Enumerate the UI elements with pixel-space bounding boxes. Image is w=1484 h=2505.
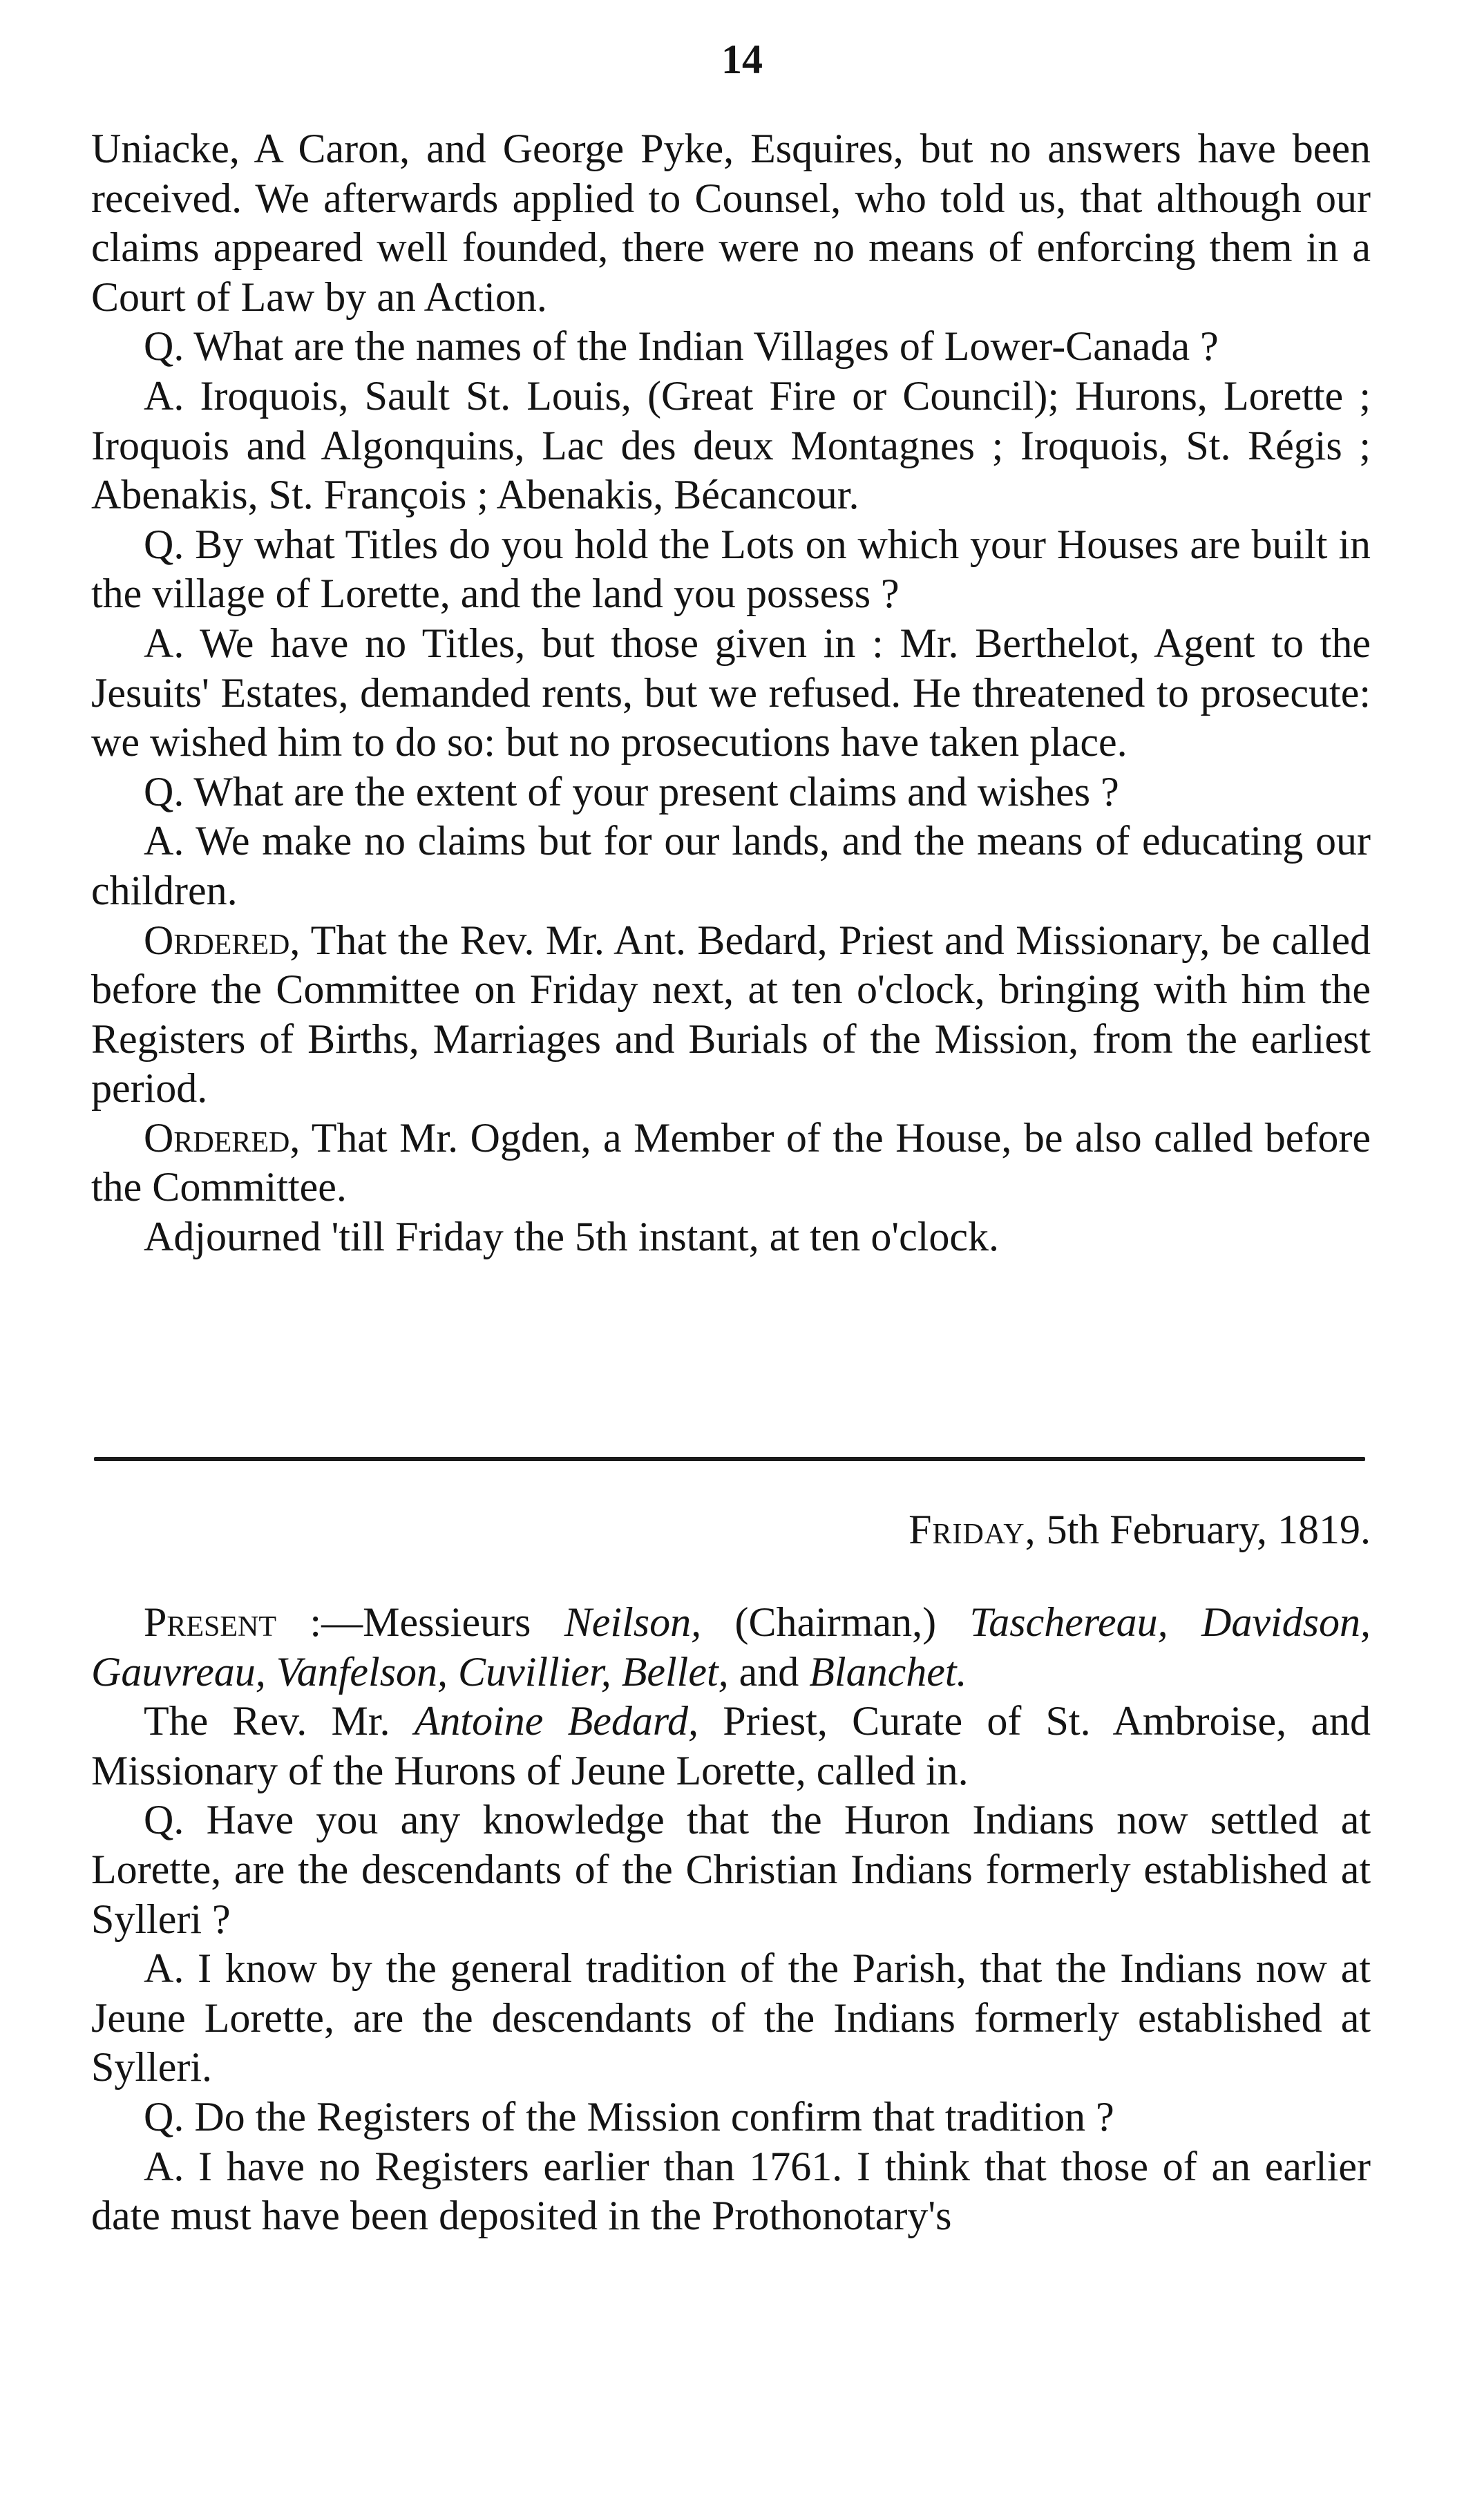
question-claims: Q. What are the extent of your present claims and wishes ? [144, 768, 1119, 815]
present-label: Present [144, 1599, 277, 1645]
order-bedard [91, 916, 1371, 1114]
member-cuvillier: Cuvillier, [458, 1648, 611, 1695]
session-record [91, 1598, 1371, 2241]
member-davidson: Davidson, [1201, 1599, 1371, 1645]
answer-titles: A. We have no Titles, but those given in : Mr. Berthelot, Agent to the Jesuits' Estates, demanded rents, but we refused. He threatened to prosecute: we wished him to do so: but no prosecutions have taken place. [91, 620, 1371, 765]
present-members [91, 1598, 1371, 1697]
order-label: Ordered, [144, 917, 301, 963]
order-text: That Mr. Ogden, a Member of the House, be also called before the Committee. [91, 1114, 1371, 1210]
member-chairman: (Chairman,) [734, 1599, 937, 1645]
present-intro: :—Messieurs [310, 1599, 531, 1645]
witness-name: Antoine Bedard, [414, 1698, 699, 1744]
question-titles: Q. By what Titles do you hold the Lots on which your Houses are built in the village of Lorette, and the land you possess ? [91, 521, 1371, 617]
date-day: Friday, [909, 1507, 1036, 1552]
members-and: and [739, 1648, 799, 1695]
answer-registers: A. I have no Registers earlier than 1761. I think that those of an earlier date must have been deposited in the Prothonotary's [91, 2143, 1371, 2239]
page-number: 14 [721, 37, 763, 82]
answer-claims: A. We make no claims but for our lands, and the means of educating our children. [91, 818, 1371, 913]
date-rest: 5th February, 1819. [1046, 1507, 1371, 1552]
testimony-continued [91, 124, 1371, 1262]
paragraph-continuation: Uniacke, A Caron, and George Pyke, Esquires, but no answers have been received. We afterwards applied to Counsel, who told us, that although our claims appeared well founded, there were no means of enforcing them in a Court of Law by an Action. [91, 126, 1371, 320]
witness-after: Priest, Curate of St. Ambroise, and Missionary of the Hurons of Jeune Lorette, called in. [91, 1698, 1371, 1793]
member-vanfelson: Vanfelson, [276, 1648, 448, 1695]
section-divider [94, 1457, 1365, 1461]
question-registers: Q. Do the Registers of the Mission confirm that tradition ? [144, 2093, 1114, 2140]
member-blanchet: Blanchet. [809, 1648, 967, 1695]
witness-before: The Rev. Mr. [144, 1698, 390, 1744]
answer-indian-villages: A. Iroquois, Sault St. Louis, (Great Fire or Council); Hurons, Lorette ; Iroquois and Algonquins, Lac des deux Montagnes ; Iroquois, St. Régis ; Abenakis, St. François ; Abenakis, Bécancour. [91, 372, 1371, 518]
member-neilson: Neilson, [564, 1599, 702, 1645]
order-ogden [91, 1114, 1371, 1212]
member-taschereau: Taschereau, [969, 1599, 1168, 1645]
answer-descendants: A. I know by the general tradition of the Parish, that the Indians now at Jeune Lorette, are the descendants of the Indians formerly established at Sylleri. [91, 1945, 1371, 2090]
adjournment: Adjourned 'till Friday the 5th instant, at ten o'clock. [144, 1214, 1000, 1260]
member-gauvreau: Gauvreau, [91, 1648, 266, 1695]
order-label: Ordered, [144, 1114, 301, 1161]
order-text: That the Rev. Mr. Ant. Bedard, Priest and Missionary, be called before the Committee on Friday next, at ten o'clock, bringing with him the Registers of Births, Marriages and Burials of the Mission, from the earliest period. [91, 917, 1371, 1112]
member-bellet: Bellet, [621, 1648, 729, 1695]
session-date [909, 1505, 1371, 1554]
question-descendants: Q. Have you any knowledge that the Huron Indians now settled at Lorette, are the descendants of the Christian Indians formerly established at Sylleri ? [91, 1797, 1371, 1942]
witness-called [91, 1697, 1371, 1796]
question-indian-villages: Q. What are the names of the Indian Villages of Lower-Canada ? [144, 323, 1219, 370]
